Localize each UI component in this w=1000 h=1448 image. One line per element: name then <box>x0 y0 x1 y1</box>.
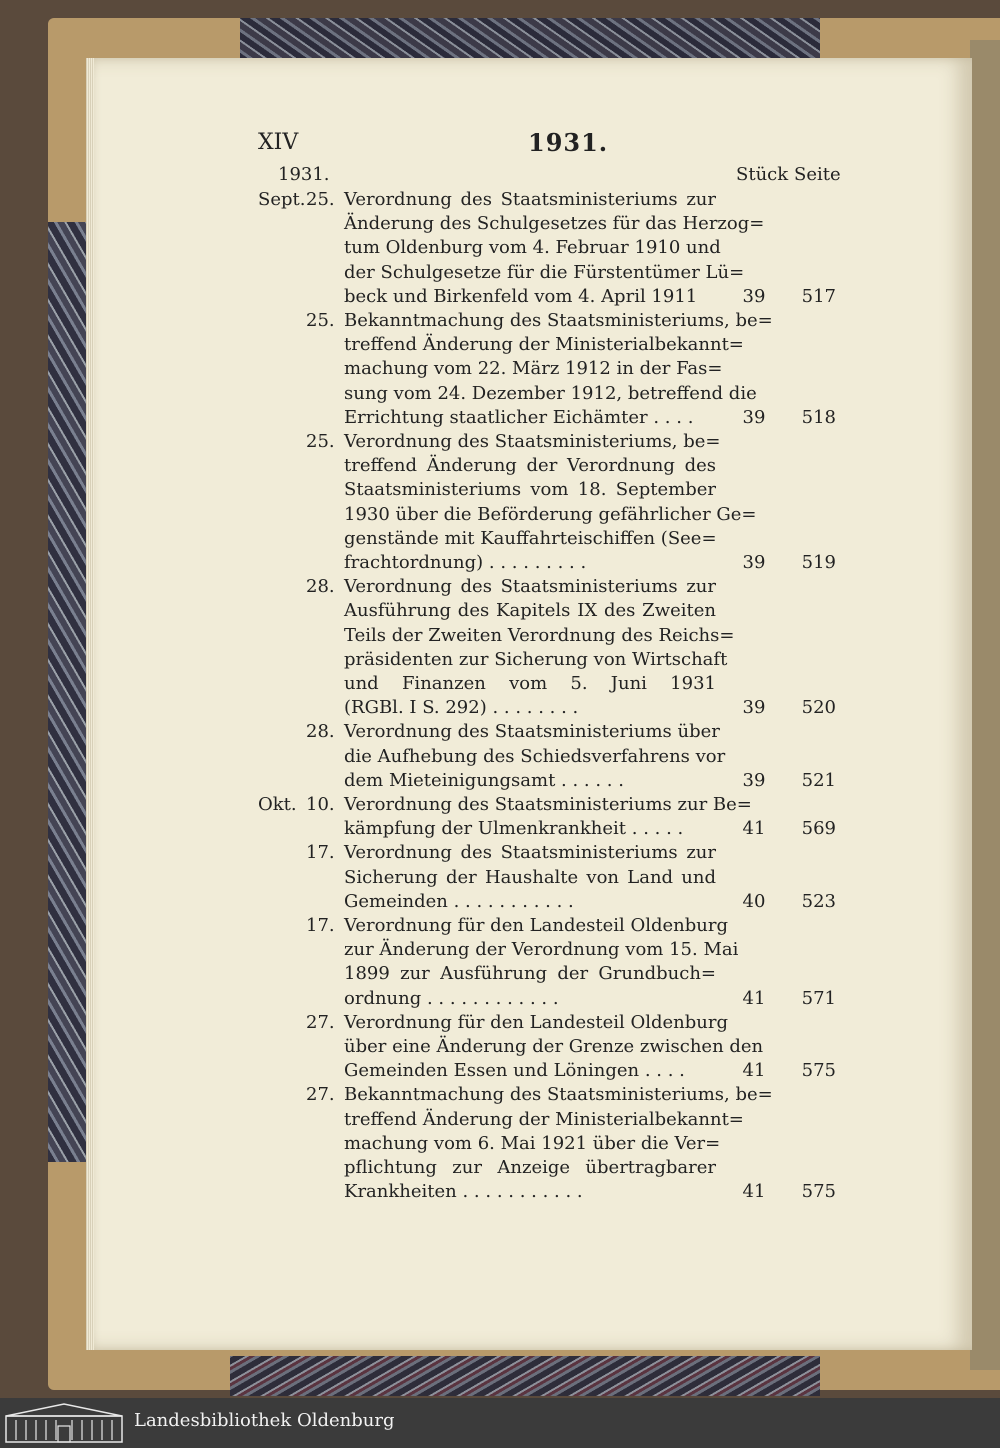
entry-seite: 571 <box>801 987 836 1009</box>
marbled-cover-bottom <box>230 1356 820 1396</box>
entry-text-line: Verordnung des Staatsministeriums zur <box>344 189 716 210</box>
entry-text-line: die Aufhebung des Schiedsverfahrens vor <box>344 745 726 767</box>
entry-stueck: 41 <box>742 1181 766 1203</box>
entry-stueck: 39 <box>742 769 766 791</box>
library-building-icon <box>4 1402 124 1444</box>
column-header-year: 1931. <box>278 164 330 185</box>
entry-text-line: Bekanntmachung des Staatsministeriums, be= <box>344 310 773 331</box>
entry-text-line: 1899 zur Ausführung der Grundbuch= <box>344 963 716 985</box>
entry-text-line: Teils der Zweiten Verordnung des Reichs= <box>344 624 735 646</box>
entry-text <box>344 914 739 1011</box>
entry-stueck: 39 <box>742 406 766 428</box>
entry-text-line: Verordnung des Staatsministeriums zur Be= <box>344 794 752 815</box>
entry-text-line: machung vom 22. März 1912 in der Fas= <box>344 358 723 380</box>
entry-day: 10. <box>306 794 335 815</box>
entry-seite: 518 <box>801 406 836 428</box>
entry-text-line: frachtordnung) . . . . . . . . . <box>344 551 587 573</box>
entry-text <box>344 720 726 793</box>
entry-text <box>344 793 752 841</box>
entry-seite: 569 <box>801 818 836 840</box>
entry-seite: 519 <box>801 552 836 573</box>
entry-seite: 521 <box>801 769 836 791</box>
entry-month: Okt. <box>258 794 297 815</box>
entry-text-line: ordnung . . . . . . . . . . . . <box>344 987 559 1009</box>
page-number-roman: XIV <box>258 130 299 155</box>
entry-seite: 520 <box>801 697 836 719</box>
entry-stueck: 40 <box>742 890 766 912</box>
entry-text-line: treffend Änderung der Ministerialbekannt= <box>344 334 744 356</box>
entry-text-line: treffend Änderung der Ministerialbekannt= <box>344 1108 744 1130</box>
book-spine-edge <box>970 40 1000 1370</box>
entry-text-line: (RGBl. I S. 292) . . . . . . . . <box>344 697 579 719</box>
entry-text-line: Gemeinden Essen und Löningen . . . . <box>344 1060 685 1082</box>
entry-text-line: Gemeinden . . . . . . . . . . . <box>344 890 574 912</box>
entry-day: 27. <box>306 1084 335 1106</box>
entry-text-line: beck und Birkenfeld vom 4. April 1911 <box>344 285 698 307</box>
entry-day: 25. <box>306 431 335 452</box>
entry-stueck: 41 <box>742 1060 766 1082</box>
entry-text-line: genstände mit Kauffahrteischiffen (See= <box>344 527 717 549</box>
entry-stueck: 39 <box>742 552 766 573</box>
entry-day: 27. <box>306 1011 335 1033</box>
entry-stueck: 39 <box>742 285 766 307</box>
entry-text-line: pflichtung zur Anzeige übertragbarer <box>344 1156 716 1178</box>
entry-stueck: 39 <box>742 697 766 719</box>
entry-text-line: über eine Änderung der Grenze zwischen den <box>344 1035 764 1057</box>
entry-text-line: kämpfung der Ulmenkrankheit . . . . . <box>344 818 684 840</box>
entry-text-line: machung vom 6. Mai 1921 über die Ver= <box>344 1132 721 1154</box>
entry-text-line: präsidenten zur Sicherung von Wirtschaft <box>344 648 728 670</box>
entry-text-line: Sicherung der Haushalte von Land und <box>344 866 716 888</box>
entry-day: 17. <box>306 842 335 864</box>
entry-day: 17. <box>306 915 335 936</box>
entry-month: Sept. <box>258 189 306 210</box>
entry-text-line: Errichtung staatlicher Eichämter . . . . <box>344 406 694 428</box>
entry-day: 28. <box>306 576 335 598</box>
entry-text-line: Krankheiten . . . . . . . . . . . <box>344 1181 583 1203</box>
entry-text-line: Bekanntmachung des Staatsministeriums, be= <box>344 1084 773 1106</box>
entry-text-line: treffend Änderung der Verordnung des <box>344 455 716 477</box>
entry-text-line: Staatsministeriums vom 18. September <box>344 479 716 501</box>
page-edges <box>86 58 94 1350</box>
entry-text-line: sung vom 24. Dezember 1912, betreffend die <box>344 382 757 404</box>
entry-seite: 575 <box>801 1181 836 1203</box>
page-title-year: 1931. <box>528 128 609 157</box>
entry-text-line: der Schulgesetze für die Fürstentümer Lü= <box>344 261 745 283</box>
entry-text-line: Verordnung für den Landesteil Oldenburg <box>344 915 728 936</box>
entry-day: 25. <box>306 310 335 331</box>
entry-text-line: Verordnung des Staatsministeriums zur <box>344 576 716 598</box>
column-header-stueck: Stück <box>736 164 789 185</box>
entry-stueck: 41 <box>742 818 766 840</box>
entry-day: 28. <box>306 721 335 743</box>
entry-stueck: 41 <box>742 987 766 1009</box>
entry-text-line: 1930 über die Beförderung gefährlicher Ge= <box>344 503 757 525</box>
footer-bar <box>0 1398 1000 1448</box>
entry-text-line: Verordnung des Staatsministeriums zur <box>344 842 716 864</box>
entry-seite: 523 <box>801 890 836 912</box>
marbled-cover-left <box>48 222 86 1162</box>
entry-text-line: Ausführung des Kapitels IX des Zweiten <box>344 600 716 622</box>
entry-text-line: Verordnung für den Landesteil Oldenburg <box>344 1011 728 1033</box>
entry-text-line: dem Mieteinigungsamt . . . . . . <box>344 769 624 791</box>
entry-text-line: Verordnung des Staatsministeriums über <box>344 721 720 743</box>
column-header-seite: Seite <box>794 164 841 185</box>
entry-text-line: und Finanzen vom 5. Juni 1931 <box>344 672 716 694</box>
entry-text <box>344 841 716 914</box>
entry-text-line: Änderung des Schulgesetzes für das Herzog= <box>344 213 765 235</box>
entry-seite: 517 <box>801 285 836 307</box>
entry-text-line: zur Änderung der Verordnung vom 15. Mai <box>344 939 739 961</box>
entry-seite: 575 <box>801 1060 836 1082</box>
entry-text-line: tum Oldenburg vom 4. Februar 1910 und <box>344 237 721 259</box>
library-name: Landesbibliothek Oldenburg <box>134 1410 395 1431</box>
entry-day: 25. <box>306 189 335 210</box>
entry-text <box>344 575 735 720</box>
marbled-cover-top <box>240 18 820 60</box>
entry-text-line: Verordnung des Staatsministeriums, be= <box>344 431 721 452</box>
